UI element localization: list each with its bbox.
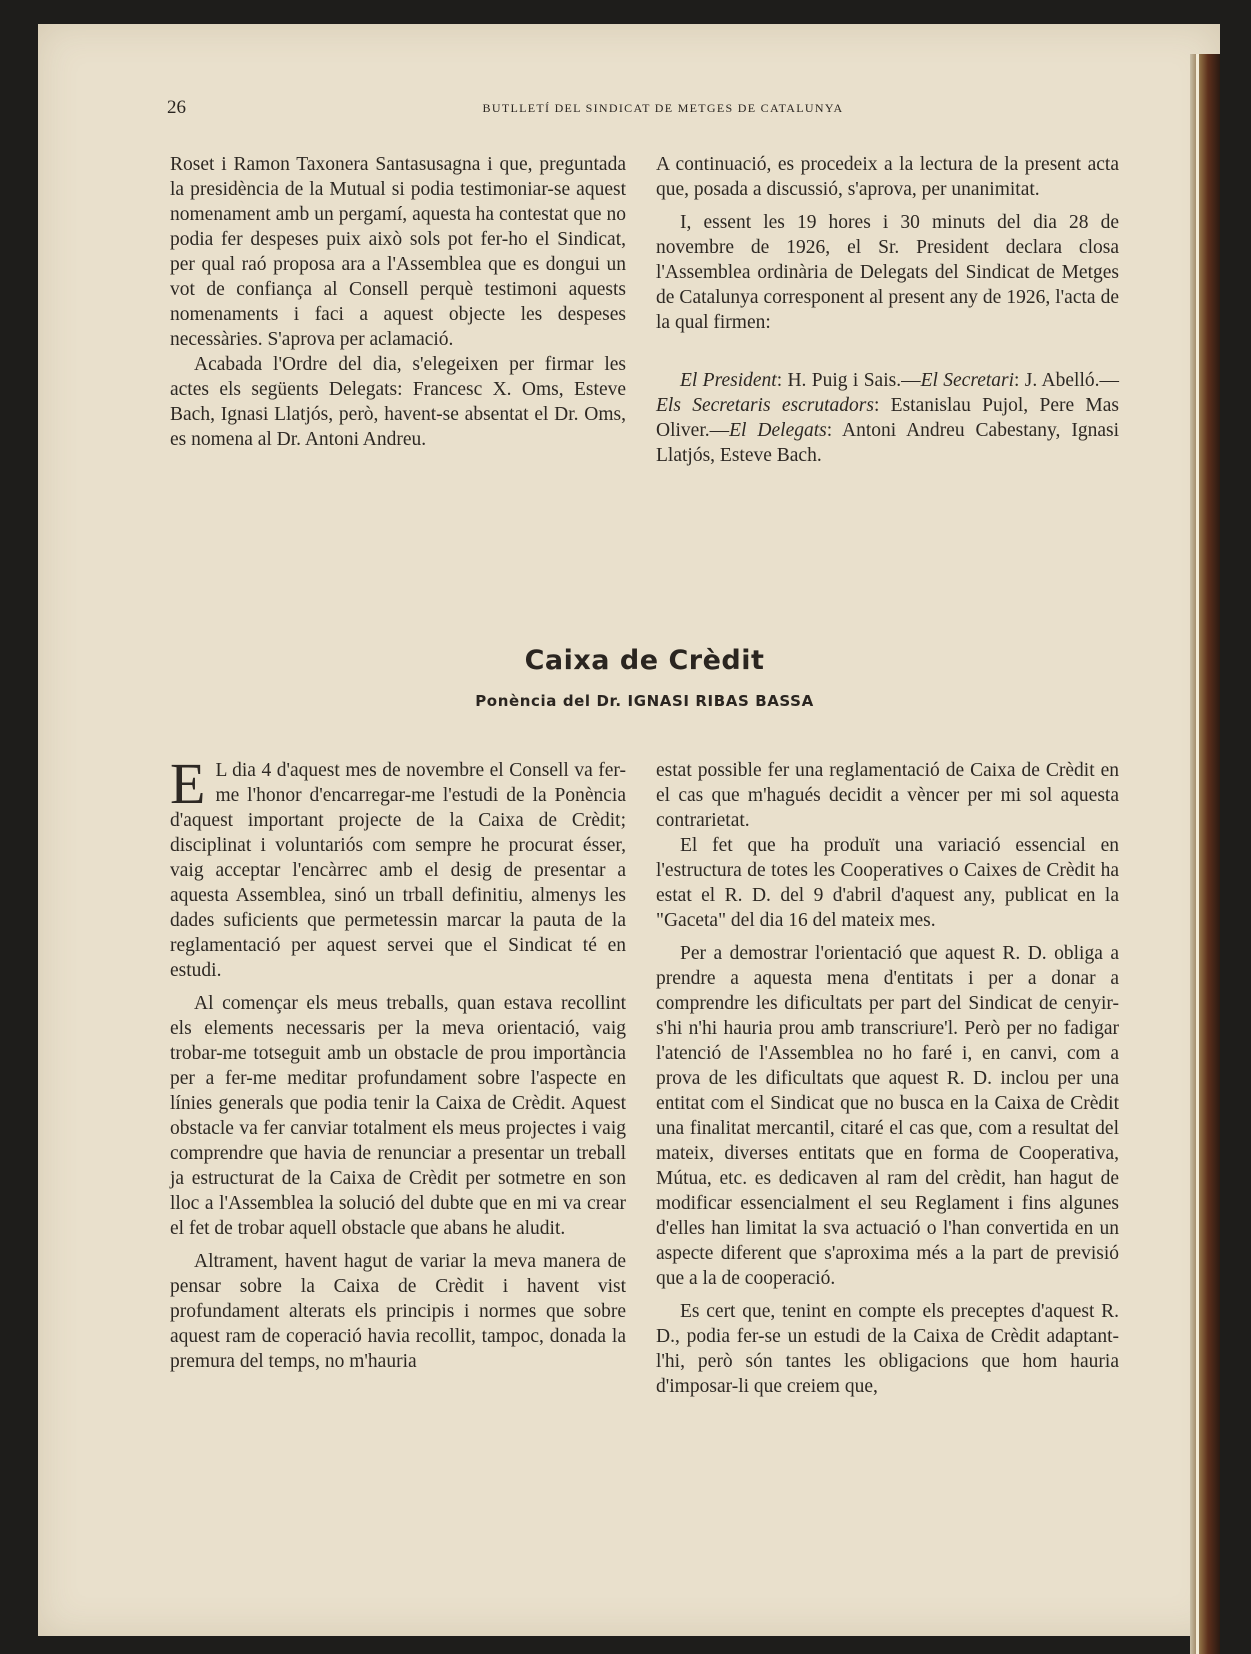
drop-cap: E [170, 751, 206, 816]
signature-name: : Estanislau Pujol, Pere Mas Oliver.— [656, 395, 1120, 441]
signature-title: El Secretari [920, 370, 1015, 391]
top-right-column [656, 152, 1119, 468]
book-spine [1190, 54, 1220, 1654]
paragraph: Acabada l'Ordre del dia, s'elegeixen per firmar les actes els següents Delegats: Francesc X. Oms, Esteve Bach, Ignasi Llatjós, però, havent-se absentat el Dr. Oms, es nomena al Dr. Antoni Andreu. [170, 354, 626, 450]
paragraph [170, 751, 626, 983]
article-byline: Ponència del Dr. IGNASI RIBAS BASSA [475, 692, 814, 710]
paragraph: A continuació, es procedeix a la lectura de la present acta que, posada a discussió, s'aprova, per unanimitat. [656, 154, 1119, 200]
signature-name: : Antoni Andreu Cabestany, Ignasi Llatjós, Esteve Bach. [656, 420, 1119, 466]
paragraph: Altrament, havent hagut de variar la meva manera de pensar sobre la Caixa de Crèdit i havent vist profundament alterats els principis i normes que sobre aquest ram de coperació havia recollit, tampoc, donada la premura del temps, no m'hauria [170, 1251, 626, 1372]
paragraph: Al començar els meus treballs, quan estava recollint els elements necessaris per la meva orientació, vaig trobar-me totseguit amb un obstacle de prou importància per a fer-me meditar profundament sobre l'aspecte en línies generals que podia tenir la Caixa de Crèdit. Aquest obstacle va fer canviar totalment els meus projectes i vaig comprendre que havia de renunciar a presentar un treball ja estructurat de la Caixa de Crèdit per sotmetre en son lloc a l'Assemblea la solució del dubte que en mi va crear el fet de trobar aquell obstacle que abans he aludit. [170, 993, 626, 1239]
paragraph: Per a demostrar l'orientació que aquest R. D. obliga a prendre a aquesta mena d'entitats i per a donar a comprendre les dificultats per part del Sindicat de cenyir-s'hi n'hi hauria prou amb transcriure'l. Però per no fadigar l'atenció de l'Assemblea no ho faré i, en canvi, com a prova de les dificultats que aquest R. D. inclou per una entitat com el Sindicat que no busca en la Caixa de Crèdit una finalitat mercantil, citaré el cas que, com a resultat del mateix, diverses entitats que en forma de Cooperativa, Mútua, etc. es dedicaven al ram del crèdit, han hagut de modificar essencialment el seu Reglament i fins algunes d'elles han limitat la sva actuació o l'han convertida en un aspecte diferent que s'aproxima més a la part de previsió que a la de cooperació. [656, 943, 1119, 1289]
signature-name: : J. Abelló.— [1014, 370, 1119, 391]
bottom-right-column [656, 758, 1119, 1399]
paragraph: I, essent les 19 hores i 30 minuts del dia 28 de novembre de 1926, el Sr. President declara closa l'Assemblea ordinària de Delegats del Sindicat de Metges de Catalunya corresponent al present any de 1926, l'acta de la qual firmen: [656, 212, 1119, 333]
signature-name: : H. Puig i Sais.— [776, 370, 921, 391]
paragraph: El fet que ha produït una variació essencial en l'estructura de totes les Cooperatives o Caixes de Crèdit ha estat el R. D. del 9 d'abril d'aquest any, publicat en la "Gaceta" del dia 16 del mateix mes. [656, 835, 1119, 931]
page-edge [1196, 54, 1199, 1654]
running-head [167, 97, 1119, 119]
signature-title: El President [680, 370, 777, 391]
bottom-left-column [170, 751, 626, 1374]
top-left-column [170, 152, 626, 452]
article-title: Caixa de Crèdit [524, 645, 765, 676]
signatures [656, 368, 1119, 468]
journal-title: BUTLLETÍ DEL SINDICAT DE METGES DE CATALUNYA [482, 101, 844, 115]
paragraph-text: L dia 4 d'aquest mes de novembre el Consell va fer-me l'honor d'encarregar-me l'estudi de la Ponència d'aquest important projecte de la Caixa de Crèdit; disciplinat i voluntariós com sempre he procurat ésser, vaig acceptar l'encàrrec amb el desig de presentar a aquesta Assemblea, sinó un trball definitiu, almenys les dades suficients que permetessin marcar la pauta de la reglamentació per aquest servei que el Sindicat té en estudi. [170, 760, 626, 981]
page-number: 26 [167, 97, 186, 118]
paragraph: Es cert que, tenint en compte els preceptes d'aquest R. D., podia fer-se un estudi de la Caixa de Crèdit adaptant-l'hi, però són tantes les obligacions que hom hauria d'imposar-li que creiem que, [656, 1301, 1119, 1397]
signature-title: Els Secretaris escrutadors [656, 395, 874, 416]
paragraph: Roset i Ramon Taxonera Santasusagna i que, preguntada la presidència de la Mutual si podia testimoniar-se aquest nomenament amb un pergamí, aquesta ha contestat que no podia fer despeses puix això sols pot fer-ho el Sindicat, per qual raó proposa ara a l'Assemblea que es dongui un vot de confiança al Consell perquè testimoni aquests nomenaments i faci a aquest objecte les despeses necessàries. S'aprova per aclamació. [170, 154, 626, 350]
signature-title: El Delegats [729, 420, 827, 441]
paragraph: estat possible fer una reglamentació de Caixa de Crèdit en el cas que m'hagués decidit a vèncer per mi sol aquesta contrarietat. [656, 760, 1119, 831]
